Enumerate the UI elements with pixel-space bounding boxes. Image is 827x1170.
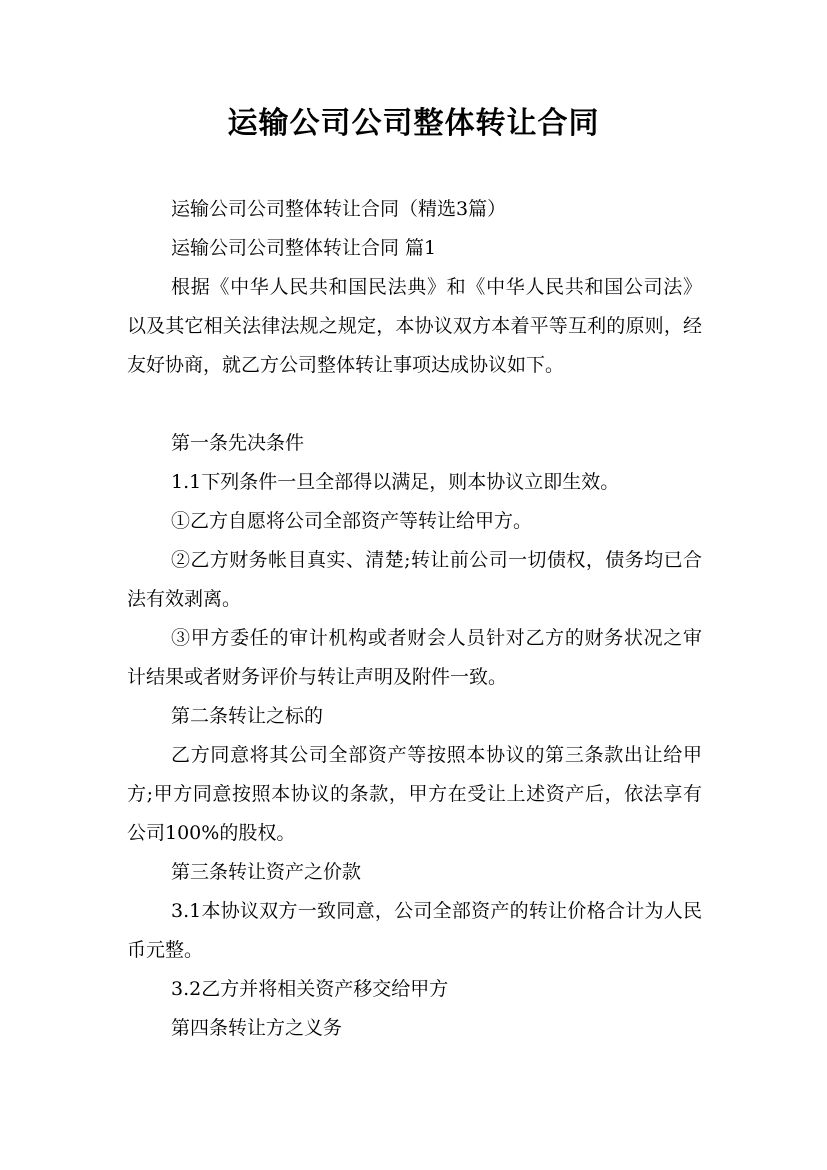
paragraph-subtitle: 运输公司公司整体转让合同（精选3篇） [171, 198, 507, 220]
clause-item-3: ③甲方委任的审计机构或者财会人员针对乙方的财务状况之审计结果或者财务评价与转让声明及附件一致。 [127, 627, 702, 688]
clause-item-2: ②乙方财务帐目真实、清楚;转让前公司一切债权，债务均已合法有效剥离。 [127, 549, 702, 610]
clause-3-1: 3.1本协议双方一致同意，公司全部资产的转让价格合计为人民币元整。 [127, 900, 702, 961]
paragraph-article-heading: 运输公司公司整体转让合同 篇1 [171, 237, 437, 259]
clause-item-1: ①乙方自愿将公司全部资产等转让给甲方。 [171, 510, 533, 532]
section-heading-2: 第二条转让之标的 [171, 705, 324, 727]
clause-1-1: 1.1下列条件一旦全部得以满足，则本协议立即生效。 [171, 471, 620, 493]
document-title: 运输公司公司整体转让合同 [227, 106, 600, 141]
section-heading-3: 第三条转让资产之价款 [171, 861, 362, 883]
paragraph-preamble: 根据《中华人民共和国民法典》和《中华人民共和国公司法》以及其它相关法律法规之规定，本协议双方本着平等互利的原则，经友好协商，就乙方公司整体转让事项达成协议如下。 [127, 276, 702, 376]
section-heading-4: 第四条转让方之义务 [171, 1017, 343, 1039]
clause-3-2: 3.2乙方并将相关资产移交给甲方 [171, 978, 449, 1000]
section-heading-1: 第一条先决条件 [171, 432, 305, 454]
clause-transfer-object: 乙方同意将其公司全部资产等按照本协议的第三条款出让给甲方;甲方同意按照本协议的条款，甲方在受让上述资产后，依法享有公司100%的股权。 [127, 744, 702, 844]
